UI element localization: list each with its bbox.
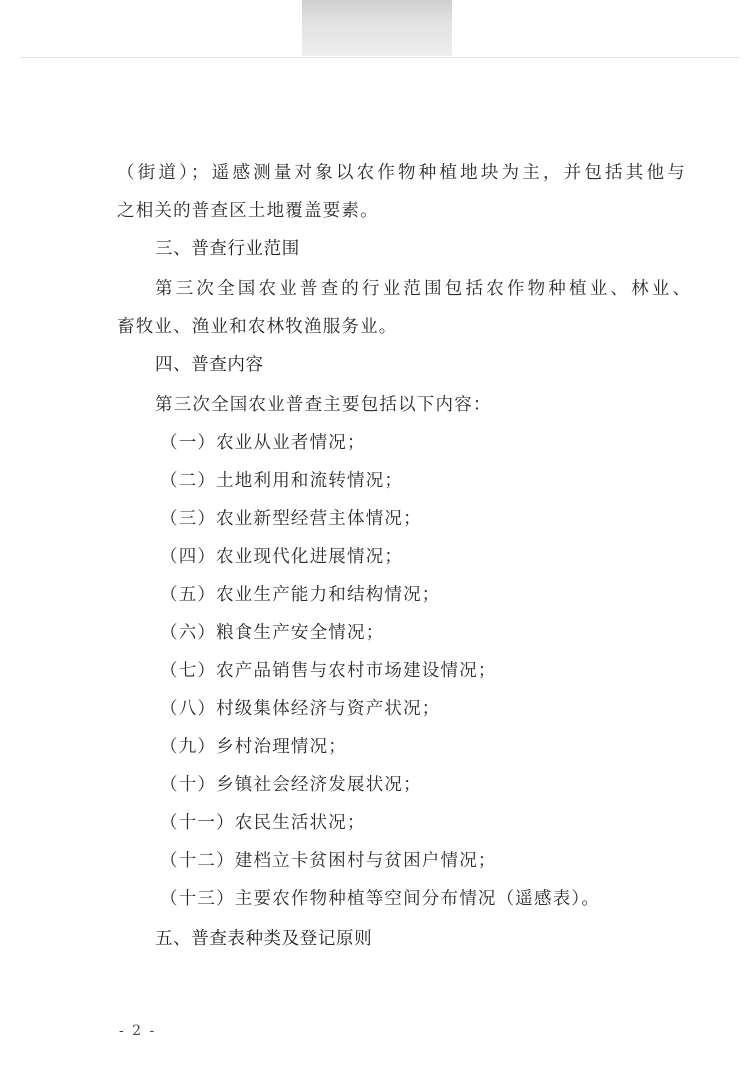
list-item: （二）土地利用和流转情况； bbox=[160, 471, 404, 491]
paragraph-line: 第三次全国农业普查主要包括以下内容： bbox=[155, 395, 492, 415]
list-item: （十三）主要农作物种植等空间分布情况（遥感表）。 bbox=[160, 889, 601, 909]
list-item: （十一）农民生活状况； bbox=[160, 813, 366, 833]
list-item: （十）乡镇社会经济发展状况； bbox=[160, 775, 422, 795]
paragraph-line: （街道）；遥感测量对象以农作物种植地块为主，并包括其他与 bbox=[117, 163, 688, 183]
scan-edge-line bbox=[20, 57, 740, 58]
paragraph-line: 畜牧业、渔业和农林牧渔服务业。 bbox=[117, 317, 398, 337]
list-item: （四）农业现代化进展情况； bbox=[160, 547, 404, 567]
list-item: （九）乡村治理情况； bbox=[160, 737, 347, 757]
paragraph-line: 之相关的普查区土地覆盖要素。 bbox=[117, 201, 379, 221]
list-item: （一）农业从业者情况； bbox=[160, 433, 366, 453]
section-heading-3: 三、普查行业范围 bbox=[155, 239, 300, 259]
scan-artifact bbox=[302, 0, 452, 56]
page-number: - 2 - bbox=[119, 1023, 157, 1039]
list-item: （五）农业生产能力和结构情况； bbox=[160, 585, 441, 605]
list-item: （七）农产品销售与农村市场建设情况； bbox=[160, 661, 497, 681]
list-item: （十二）建档立卡贫困村与贫困户情况； bbox=[160, 851, 497, 871]
section-heading-4: 四、普查内容 bbox=[155, 355, 264, 375]
list-item: （三）农业新型经营主体情况； bbox=[160, 509, 422, 529]
paragraph-line: 第三次全国农业普查的行业范围包括农作物种植业、林业、 bbox=[155, 279, 694, 299]
list-item: （六）粮食生产安全情况； bbox=[160, 623, 385, 643]
list-item: （八）村级集体经济与资产状况； bbox=[160, 699, 441, 719]
section-heading-5: 五、普查表种类及登记原则 bbox=[155, 929, 373, 949]
